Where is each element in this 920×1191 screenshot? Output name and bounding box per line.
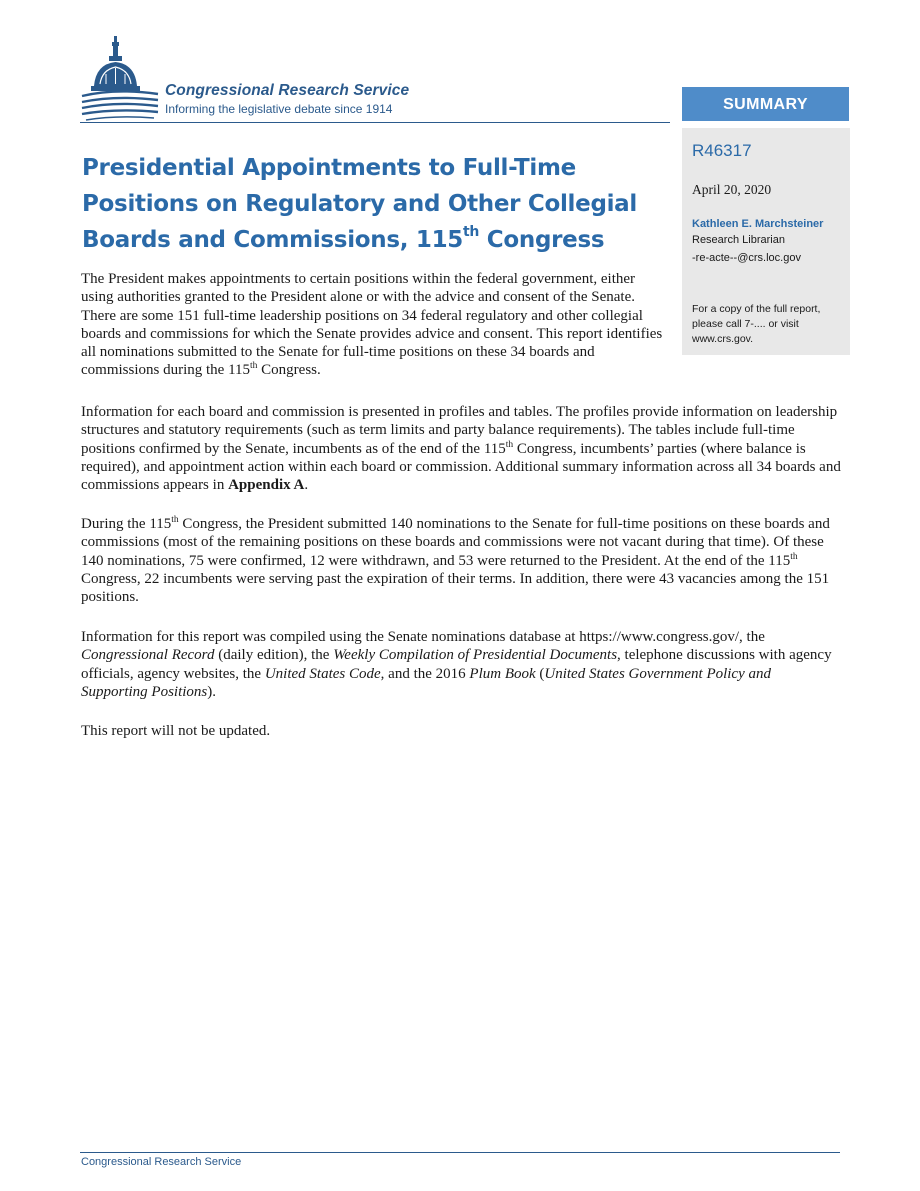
- summary-paragraph-4: Information for this report was compiled using the Senate nominations database at https://www.congress.gov/, the Congressional Record (daily edition), the Weekly Compilation of Presidential Documents, telephone discussions with agency officials, agency websites, the United States Code, and the 2016 Plum Book (United States Government Policy and Supporting Positions).: [81, 629, 832, 700]
- summary-paragraph-2: Information for each board and commission is presented in profiles and tables. The profiles provide information on leadership structures and statutory requirements (such as term limits and party balance requirements). The tables include full-time positions confirmed by the Senate, incumbents as of the end of the 115th Congress, incumbents’ parties (where balance is required), and appointment action within each board or commission. Additional summary information across all 34 boards and commissions appears in Appendix A.: [81, 404, 841, 494]
- appendix-a-reference[interactable]: Appendix A: [228, 477, 305, 494]
- header-divider: [80, 122, 670, 123]
- copy-note: For a copy of the full report, please call 7-.... or visit www.crs.gov.: [692, 303, 821, 345]
- author-name: Kathleen E. Marchsteiner: [692, 218, 824, 230]
- org-tagline: Informing the legislative debate since 1914: [165, 102, 393, 116]
- summary-sidebar: [682, 128, 850, 355]
- summary-paragraph-1: The President makes appointments to certain positions within the federal government, either using authorities granted to the President alone or with the advice and consent of the Senate. There are some 151 full-time leadership positions on 34 federal regulatory and other collegial boards and commissions for which the Senate provides advice and consent. This report identifies all nominations submitted to the Senate for full-time positions on these 34 boards and commissions during the 115th Congress.: [81, 271, 663, 379]
- report-number: R46317: [692, 141, 752, 160]
- summary-paragraph-5: This report will not be updated.: [81, 723, 271, 739]
- report-date: April 20, 2020: [692, 182, 772, 197]
- summary-paragraph-3: During the 115th Congress, the President submitted 140 nominations to the Senate for full-time positions on these boards and commissions (most of the remaining positions on these boards and commissions were not vacant during that time). Of these 140 nominations, 75 were confirmed, 12 were withdrawn, and 53 were returned to the President. At the end of the 115th Congress, 22 incumbents were serving past the expiration of their terms. In addition, there were 43 vacancies among the 151 positions.: [81, 515, 830, 606]
- author-email[interactable]: -re-acte--@crs.loc.gov: [692, 252, 801, 264]
- report-title: [82, 150, 672, 258]
- summary-banner: SUMMARY: [682, 87, 849, 121]
- title-superscript: th: [463, 224, 480, 241]
- footer-divider: [80, 1152, 840, 1153]
- org-name: Congressional Research Service: [165, 82, 410, 99]
- capitol-dome-icon: [80, 34, 162, 122]
- title-text-end: Congress: [479, 227, 605, 253]
- crs-logo: [80, 34, 680, 124]
- author-title: Research Librarian: [692, 234, 785, 246]
- title-text: Presidential Appointments to Full-Time Positions on Regulatory and Other Collegial Boards and Commissions, 115: [82, 155, 637, 253]
- footer-org-name: Congressional Research Service: [81, 1156, 242, 1168]
